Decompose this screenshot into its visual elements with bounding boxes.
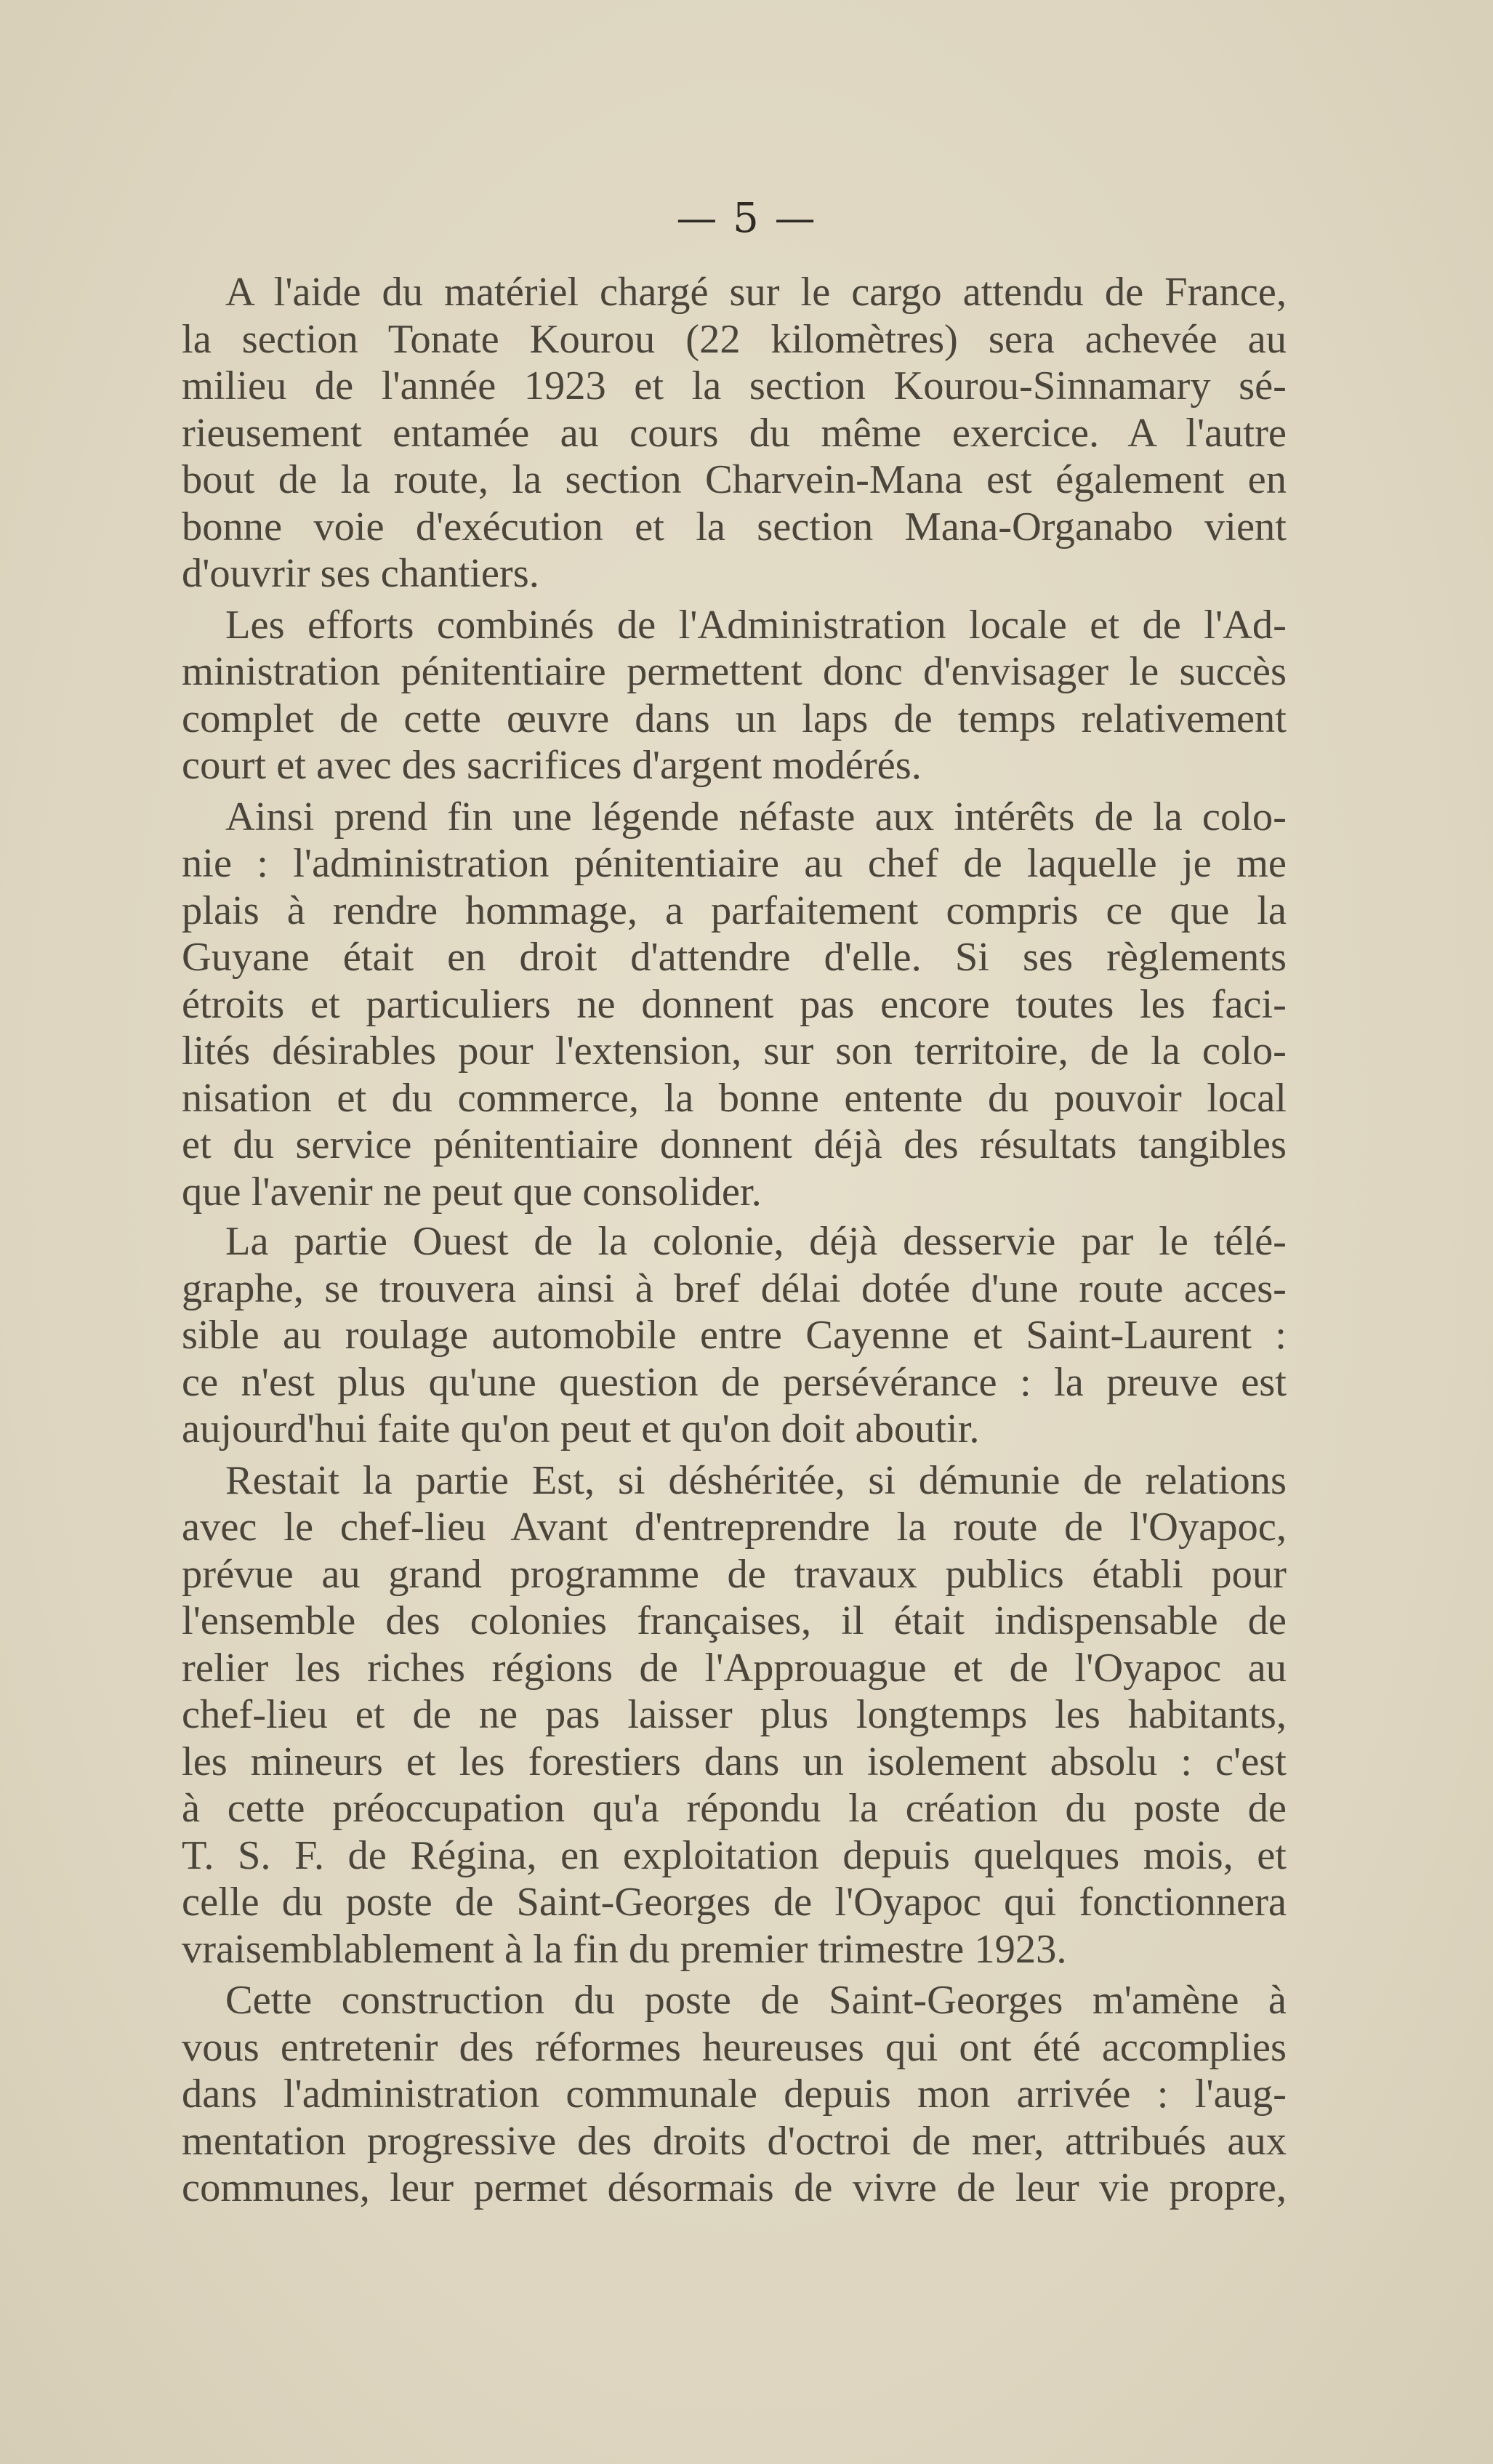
paragraph-3	[182, 794, 1287, 1216]
paragraph-5	[182, 1457, 1287, 1973]
text-line: la section Tonate Kourou (22 kilomètres) sera achevée au	[182, 316, 1287, 362]
text-line: celle du poste de Saint-Georges de l'Oyapoc qui fonctionnera	[182, 1880, 1287, 1925]
text-line: Cette construction du poste de Saint-Georges m'amène à	[225, 1978, 1287, 2023]
text-line: l'ensemble des colonies françaises, il était indispensable de	[182, 1598, 1287, 1643]
text-line: ministration pénitentiaire permettent donc d'envisager le succès	[182, 649, 1287, 694]
text-line: les mineurs et les forestiers dans un isolement absolu : c'est	[182, 1739, 1287, 1784]
text-line: chef-lieu et de ne pas laisser plus longtemps les habitants,	[182, 1692, 1287, 1737]
text-line: sible au roulage automobile entre Cayenne et Saint-Laurent :	[182, 1313, 1287, 1358]
text-line: T. S. F. de Régina, en exploitation depuis quelques mois, et	[182, 1832, 1287, 1878]
text-line: milieu de l'année 1923 et la section Kourou-Sinnamary sé-	[182, 363, 1287, 408]
text-line: Guyane était en droit d'attendre d'elle. Si ses règlements	[182, 935, 1287, 980]
text-line: que l'avenir ne peut que consolider.	[182, 1169, 762, 1215]
text-line: plais à rendre hommage, a parfaitement compris ce que la	[182, 887, 1287, 933]
text-line: d'ouvrir ses chantiers.	[182, 551, 539, 596]
text-line: ce n'est plus qu'une question de persévérance : la preuve est	[182, 1359, 1287, 1405]
text-line: Les efforts combinés de l'Administration locale et de l'Ad-	[225, 602, 1287, 648]
text-line: communes, leur permet désormais de vivre de leur vie propre,	[182, 2165, 1287, 2210]
paragraph-1	[182, 269, 1287, 597]
text-line: nisation et du commerce, la bonne entente du pouvoir local	[182, 1075, 1287, 1121]
text-line: bonne voie d'exécution et la section Mana-Organabo vient	[182, 504, 1287, 549]
text-line: vous entretenir des réformes heureuses qui ont été accomplies	[182, 2024, 1287, 2070]
text-line: A l'aide du matériel chargé sur le cargo attendu de France,	[225, 270, 1287, 315]
text-line: graphe, se trouvera ainsi à bref délai dotée d'une route acces-	[182, 1265, 1287, 1311]
page-number: — 5 —	[676, 195, 817, 242]
text-line: aujourd'hui faite qu'on peut et qu'on doit aboutir.	[182, 1406, 980, 1452]
text-line: prévue au grand programme de travaux publics établi pour	[182, 1551, 1287, 1597]
text-line: à cette préoccupation qu'a répondu la création du poste de	[182, 1786, 1287, 1831]
paragraph-2	[182, 602, 1287, 789]
text-line: La partie Ouest de la colonie, déjà desservie par le télé-	[225, 1219, 1287, 1264]
text-line: et du service pénitentiaire donnent déjà des résultats tangibles	[182, 1122, 1287, 1167]
text-line: rieusement entamée au cours du même exercice. A l'autre	[182, 410, 1287, 456]
text-line: Restait la partie Est, si déshéritée, si démunie de relations	[225, 1457, 1287, 1503]
text-line: mentation progressive des droits d'octroi de mer, attribués aux	[182, 2118, 1287, 2164]
paragraph-6	[182, 1977, 1287, 2212]
text-line: court et avec des sacrifices d'argent modérés.	[182, 743, 922, 788]
text-line: étroits et particuliers ne donnent pas encore toutes les faci-	[182, 981, 1287, 1027]
text-line: relier les riches régions de l'Approuague et de l'Oyapoc au	[182, 1645, 1287, 1691]
text-line: avec le chef-lieu Avant d'entreprendre la route de l'Oyapoc,	[182, 1505, 1287, 1550]
text-line: lités désirables pour l'extension, sur son territoire, de la colo-	[182, 1028, 1287, 1074]
text-line: nie : l'administration pénitentiaire au chef de laquelle je me	[182, 841, 1287, 886]
text-line: Ainsi prend fin une légende néfaste aux intérêts de la colo-	[225, 794, 1287, 840]
text-line: dans l'administration communale depuis mon arrivée : l'aug-	[182, 2072, 1287, 2117]
text-line: complet de cette œuvre dans un laps de temps relativement	[182, 696, 1287, 741]
body-text	[182, 269, 1287, 2212]
paragraph-4	[182, 1218, 1287, 1453]
text-line: vraisemblablement à la fin du premier trimestre 1923.	[182, 1926, 1067, 1972]
text-line: bout de la route, la section Charvein-Mana est également en	[182, 457, 1287, 502]
